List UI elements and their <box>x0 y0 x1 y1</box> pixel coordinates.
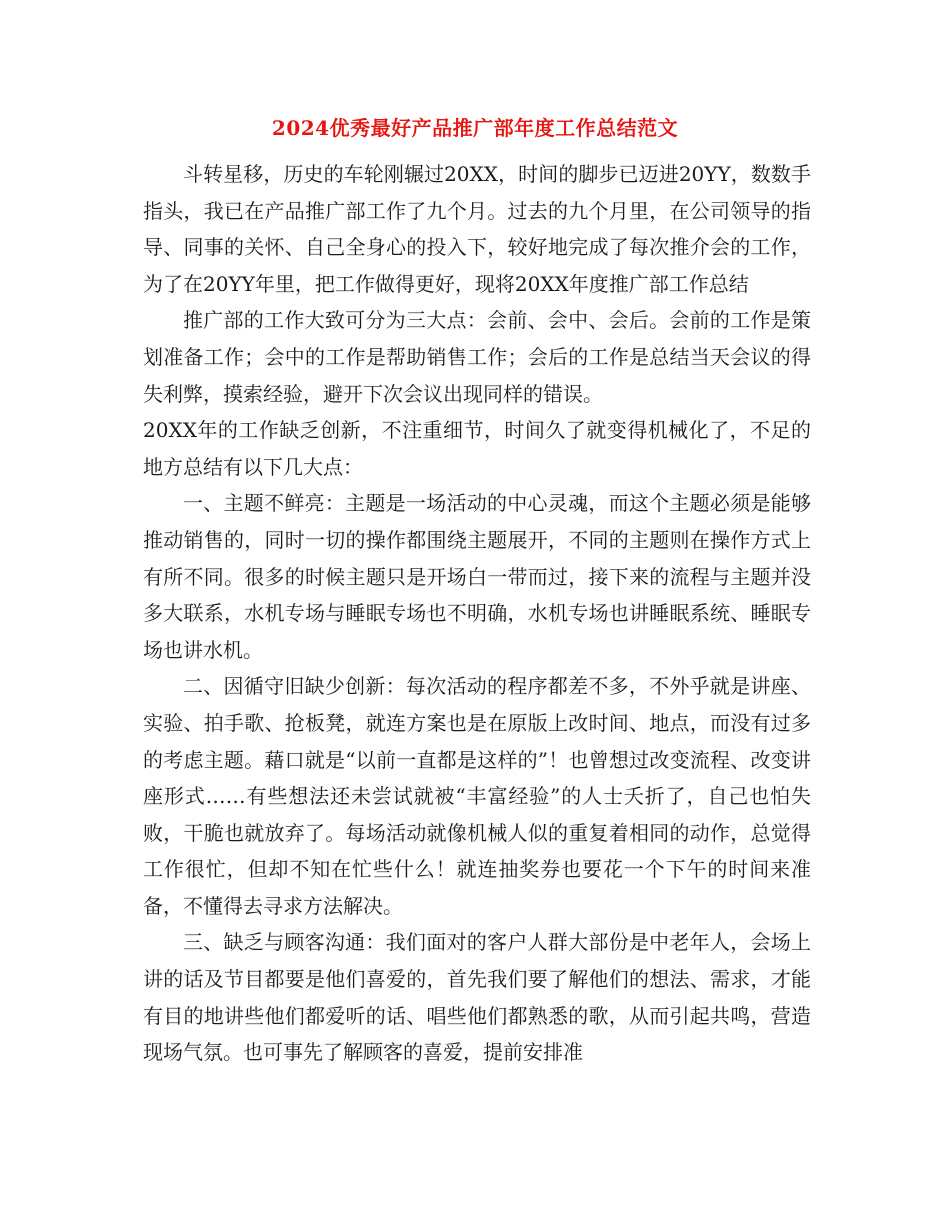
document-body <box>143 156 811 1071</box>
paragraph-point-one: 一、主题不鲜亮：主题是一场活动的中心灵魂，而这个主题必须是能够推动销售的，同时一切的操作都围绕主题展开，不同的主题则在操作方式上有所不同。很多的时候主题只是开场白一带而过，接下来的流程与主题并没多大联系，水机专场与睡眠专场也不明确，水机专场也讲睡眠系统、睡眠专场也讲水机。 <box>143 491 811 662</box>
paragraph-shortcomings: 20XX年的工作缺乏创新，不注重细节，时间久了就变得机械化了，不足的地方总结有以下几大点： <box>143 418 811 479</box>
paragraph-point-three: 三、缺乏与顾客沟通：我们面对的客户人群大部份是中老年人，会场上讲的话及节目都要是他们喜爱的，首先我们要了解他们的想法、需求，才能有目的地讲些他们都爱听的话、唱些他们都熟悉的歌，从而引起共鸣，营造现场气氛。也可事先了解顾客的喜爱，提前安排准 <box>143 930 811 1065</box>
document-title: 2024优秀最好产品推广部年度工作总结范文 <box>271 116 679 140</box>
paragraph-intro: 斗转星移，历史的车轮刚辗过20XX，时间的脚步已迈进20YY，数数手指头，我已在产品推广部工作了九个月。过去的九个月里，在公司领导的指导、同事的关怀、自己全身心的投入下，较好地完成了每次推介会的工作，为了在20YY年里，把工作做得更好，现将20XX年度推广部工作总结 <box>143 162 811 296</box>
paragraph-overview: 推广部的工作大致可分为三大点：会前、会中、会后。会前的工作是策划准备工作；会中的工作是帮助销售工作；会后的工作是总结当天会议的得失利弊，摸索经验，避开下次会议出现同样的错误。 <box>143 308 811 406</box>
paragraph-point-two: 二、因循守旧缺少创新：每次活动的程序都差不多，不外乎就是讲座、实验、拍手歌、抢板凳，就连方案也是在原版上改时间、地点，而没有过多的考虑主题。藉口就是“以前一直都是这样的”！也曾想过改变流程、改变讲座形式……有些想法还未尝试就被“丰富经验”的人士夭折了，自己也怕失败，干脆也就放弃了。每场活动就像机械人似的重复着相同的动作，总觉得工作很忙，但却不知在忙些什么！就连抽奖券也要花一个下午的时间来准备，不懂得去寻求方法解决。 <box>143 674 811 918</box>
